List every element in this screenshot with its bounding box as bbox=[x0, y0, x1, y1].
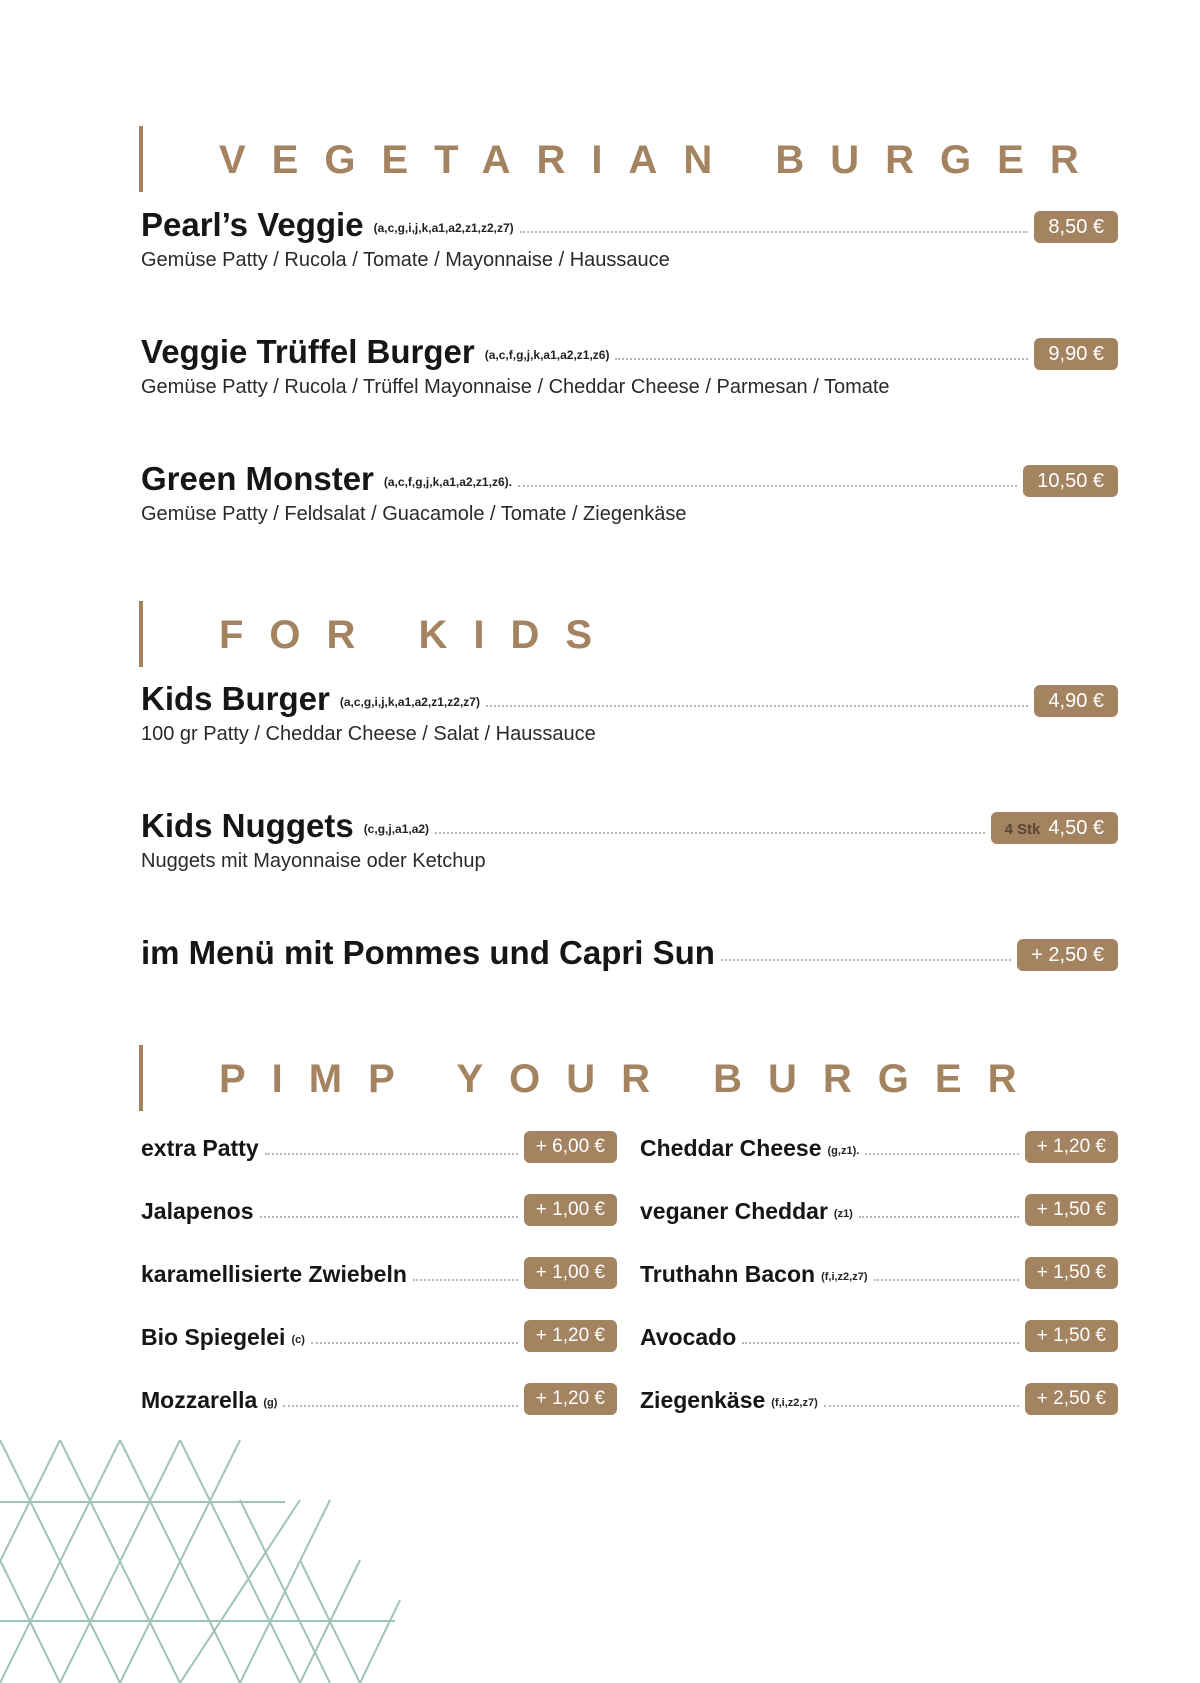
price-badge: 10,50 € bbox=[1023, 465, 1118, 497]
dot-leader bbox=[435, 832, 984, 834]
section-title: FOR KIDS bbox=[219, 613, 619, 657]
price-badge: + 1,00 € bbox=[524, 1194, 617, 1226]
dot-leader bbox=[311, 1342, 518, 1344]
price-badge: + 2,50 € bbox=[1017, 939, 1118, 971]
section-title: VEGETARIAN BURGER bbox=[219, 138, 1105, 182]
extra-allergens: (f,i,z2,z7) bbox=[821, 1271, 868, 1283]
section-accent-bar bbox=[139, 126, 143, 192]
section-header-pimp bbox=[139, 1045, 1119, 1111]
item-name: Kids Burger bbox=[141, 680, 330, 717]
dot-leader bbox=[865, 1153, 1019, 1155]
extra-allergens: (g) bbox=[263, 1397, 278, 1409]
extra-item bbox=[141, 1129, 617, 1163]
item-allergens: (a,c,f,g,j,k,a1,a2,z1,z6). bbox=[383, 475, 512, 489]
dot-leader bbox=[742, 1342, 1019, 1344]
extra-name: veganer Cheddar bbox=[640, 1198, 828, 1224]
section-header-vegetarian bbox=[139, 126, 1119, 192]
extra-name: Truthahn Bacon bbox=[640, 1261, 816, 1287]
price-badge: + 1,00 € bbox=[524, 1257, 617, 1289]
extra-allergens: (c) bbox=[291, 1334, 305, 1346]
extra-item bbox=[640, 1255, 1118, 1289]
menu-item bbox=[141, 806, 1118, 873]
extra-name: Avocado bbox=[640, 1324, 737, 1350]
dot-leader bbox=[260, 1216, 518, 1218]
extra-allergens: (g,z1). bbox=[827, 1145, 860, 1157]
item-allergens: (a,c,f,g,j,k,a1,a2,z1,z6) bbox=[484, 348, 610, 362]
dot-leader bbox=[824, 1405, 1019, 1407]
section-title: PIMP YOUR BURGER bbox=[219, 1057, 1043, 1101]
dot-leader bbox=[615, 358, 1028, 360]
price-value: 4,50 € bbox=[1048, 817, 1104, 839]
price-badge: + 2,50 € bbox=[1025, 1383, 1118, 1415]
item-description: Gemüse Patty / Rucola / Trüffel Mayonnaise / Cheddar Cheese / Parmesan / Tomate bbox=[141, 376, 890, 398]
dot-leader bbox=[874, 1279, 1019, 1281]
dot-leader bbox=[283, 1405, 517, 1407]
extra-name: Ziegenkäse bbox=[640, 1387, 766, 1413]
decorative-lattice-pattern bbox=[0, 1440, 470, 1683]
extra-item bbox=[141, 1318, 617, 1352]
extra-name: Jalapenos bbox=[141, 1198, 254, 1224]
extra-item bbox=[141, 1381, 617, 1415]
section-header-kids bbox=[139, 601, 1119, 667]
item-name: Veggie Trüffel Burger bbox=[141, 333, 475, 370]
price-badge: + 1,20 € bbox=[524, 1320, 617, 1352]
extra-allergens: (z1) bbox=[833, 1208, 853, 1220]
section-accent-bar bbox=[139, 601, 143, 667]
extra-allergens: (f,i,z2,z7) bbox=[771, 1397, 818, 1409]
extra-item bbox=[141, 1192, 617, 1226]
item-allergens: (c,g,j,a1,a2) bbox=[363, 822, 430, 836]
item-name: Kids Nuggets bbox=[141, 807, 354, 844]
dot-leader bbox=[413, 1279, 518, 1281]
extra-name: Bio Spiegelei bbox=[141, 1324, 286, 1350]
section-accent-bar bbox=[139, 1045, 143, 1111]
item-allergens: (a,c,g,i,j,k,a1,a2,z1,z2,z7) bbox=[373, 221, 514, 235]
price-badge: + 1,20 € bbox=[1025, 1131, 1118, 1163]
price-badge: 8,50 € bbox=[1034, 211, 1118, 243]
price-badge: 4,90 € bbox=[1034, 685, 1118, 717]
extra-item bbox=[141, 1255, 617, 1289]
dot-leader bbox=[520, 231, 1029, 233]
menu-item bbox=[141, 205, 1118, 272]
menu-option-name: im Menü mit Pommes und Capri Sun bbox=[141, 934, 715, 971]
dot-leader bbox=[265, 1153, 518, 1155]
dot-leader bbox=[486, 705, 1028, 707]
price-badge: 9,90 € bbox=[1034, 338, 1118, 370]
extra-name: Mozzarella bbox=[141, 1387, 258, 1413]
menu-item bbox=[141, 332, 1118, 399]
price-badge: + 6,00 € bbox=[524, 1131, 617, 1163]
price-badge bbox=[991, 812, 1118, 844]
price-badge: + 1,50 € bbox=[1025, 1194, 1118, 1226]
extra-name: karamellisierte Zwiebeln bbox=[141, 1261, 407, 1287]
item-description: Gemüse Patty / Feldsalat / Guacamole / Tomate / Ziegenkäse bbox=[141, 503, 687, 525]
item-name: Green Monster bbox=[141, 460, 374, 497]
extra-item bbox=[640, 1318, 1118, 1352]
extra-item bbox=[640, 1381, 1118, 1415]
menu-item bbox=[141, 679, 1118, 746]
price-badge: + 1,50 € bbox=[1025, 1320, 1118, 1352]
item-description: 100 gr Patty / Cheddar Cheese / Salat / Haussauce bbox=[141, 723, 596, 745]
dot-leader bbox=[859, 1216, 1019, 1218]
extra-item bbox=[640, 1129, 1118, 1163]
item-description: Nuggets mit Mayonnaise oder Ketchup bbox=[141, 850, 486, 872]
quantity-label: 4 Stk bbox=[1004, 821, 1041, 838]
item-description: Gemüse Patty / Rucola / Tomate / Mayonnaise / Haussauce bbox=[141, 249, 670, 271]
price-badge: + 1,50 € bbox=[1025, 1257, 1118, 1289]
item-allergens: (a,c,g,i,j,k,a1,a2,z1,z2,z7) bbox=[339, 695, 480, 709]
dot-leader bbox=[721, 959, 1011, 961]
menu-option bbox=[141, 933, 1118, 973]
extra-name: extra Patty bbox=[141, 1135, 259, 1161]
menu-item bbox=[141, 459, 1118, 526]
extra-name: Cheddar Cheese bbox=[640, 1135, 822, 1161]
price-badge: + 1,20 € bbox=[524, 1383, 617, 1415]
dot-leader bbox=[518, 485, 1017, 487]
item-name: Pearl’s Veggie bbox=[141, 206, 364, 243]
extra-item bbox=[640, 1192, 1118, 1226]
